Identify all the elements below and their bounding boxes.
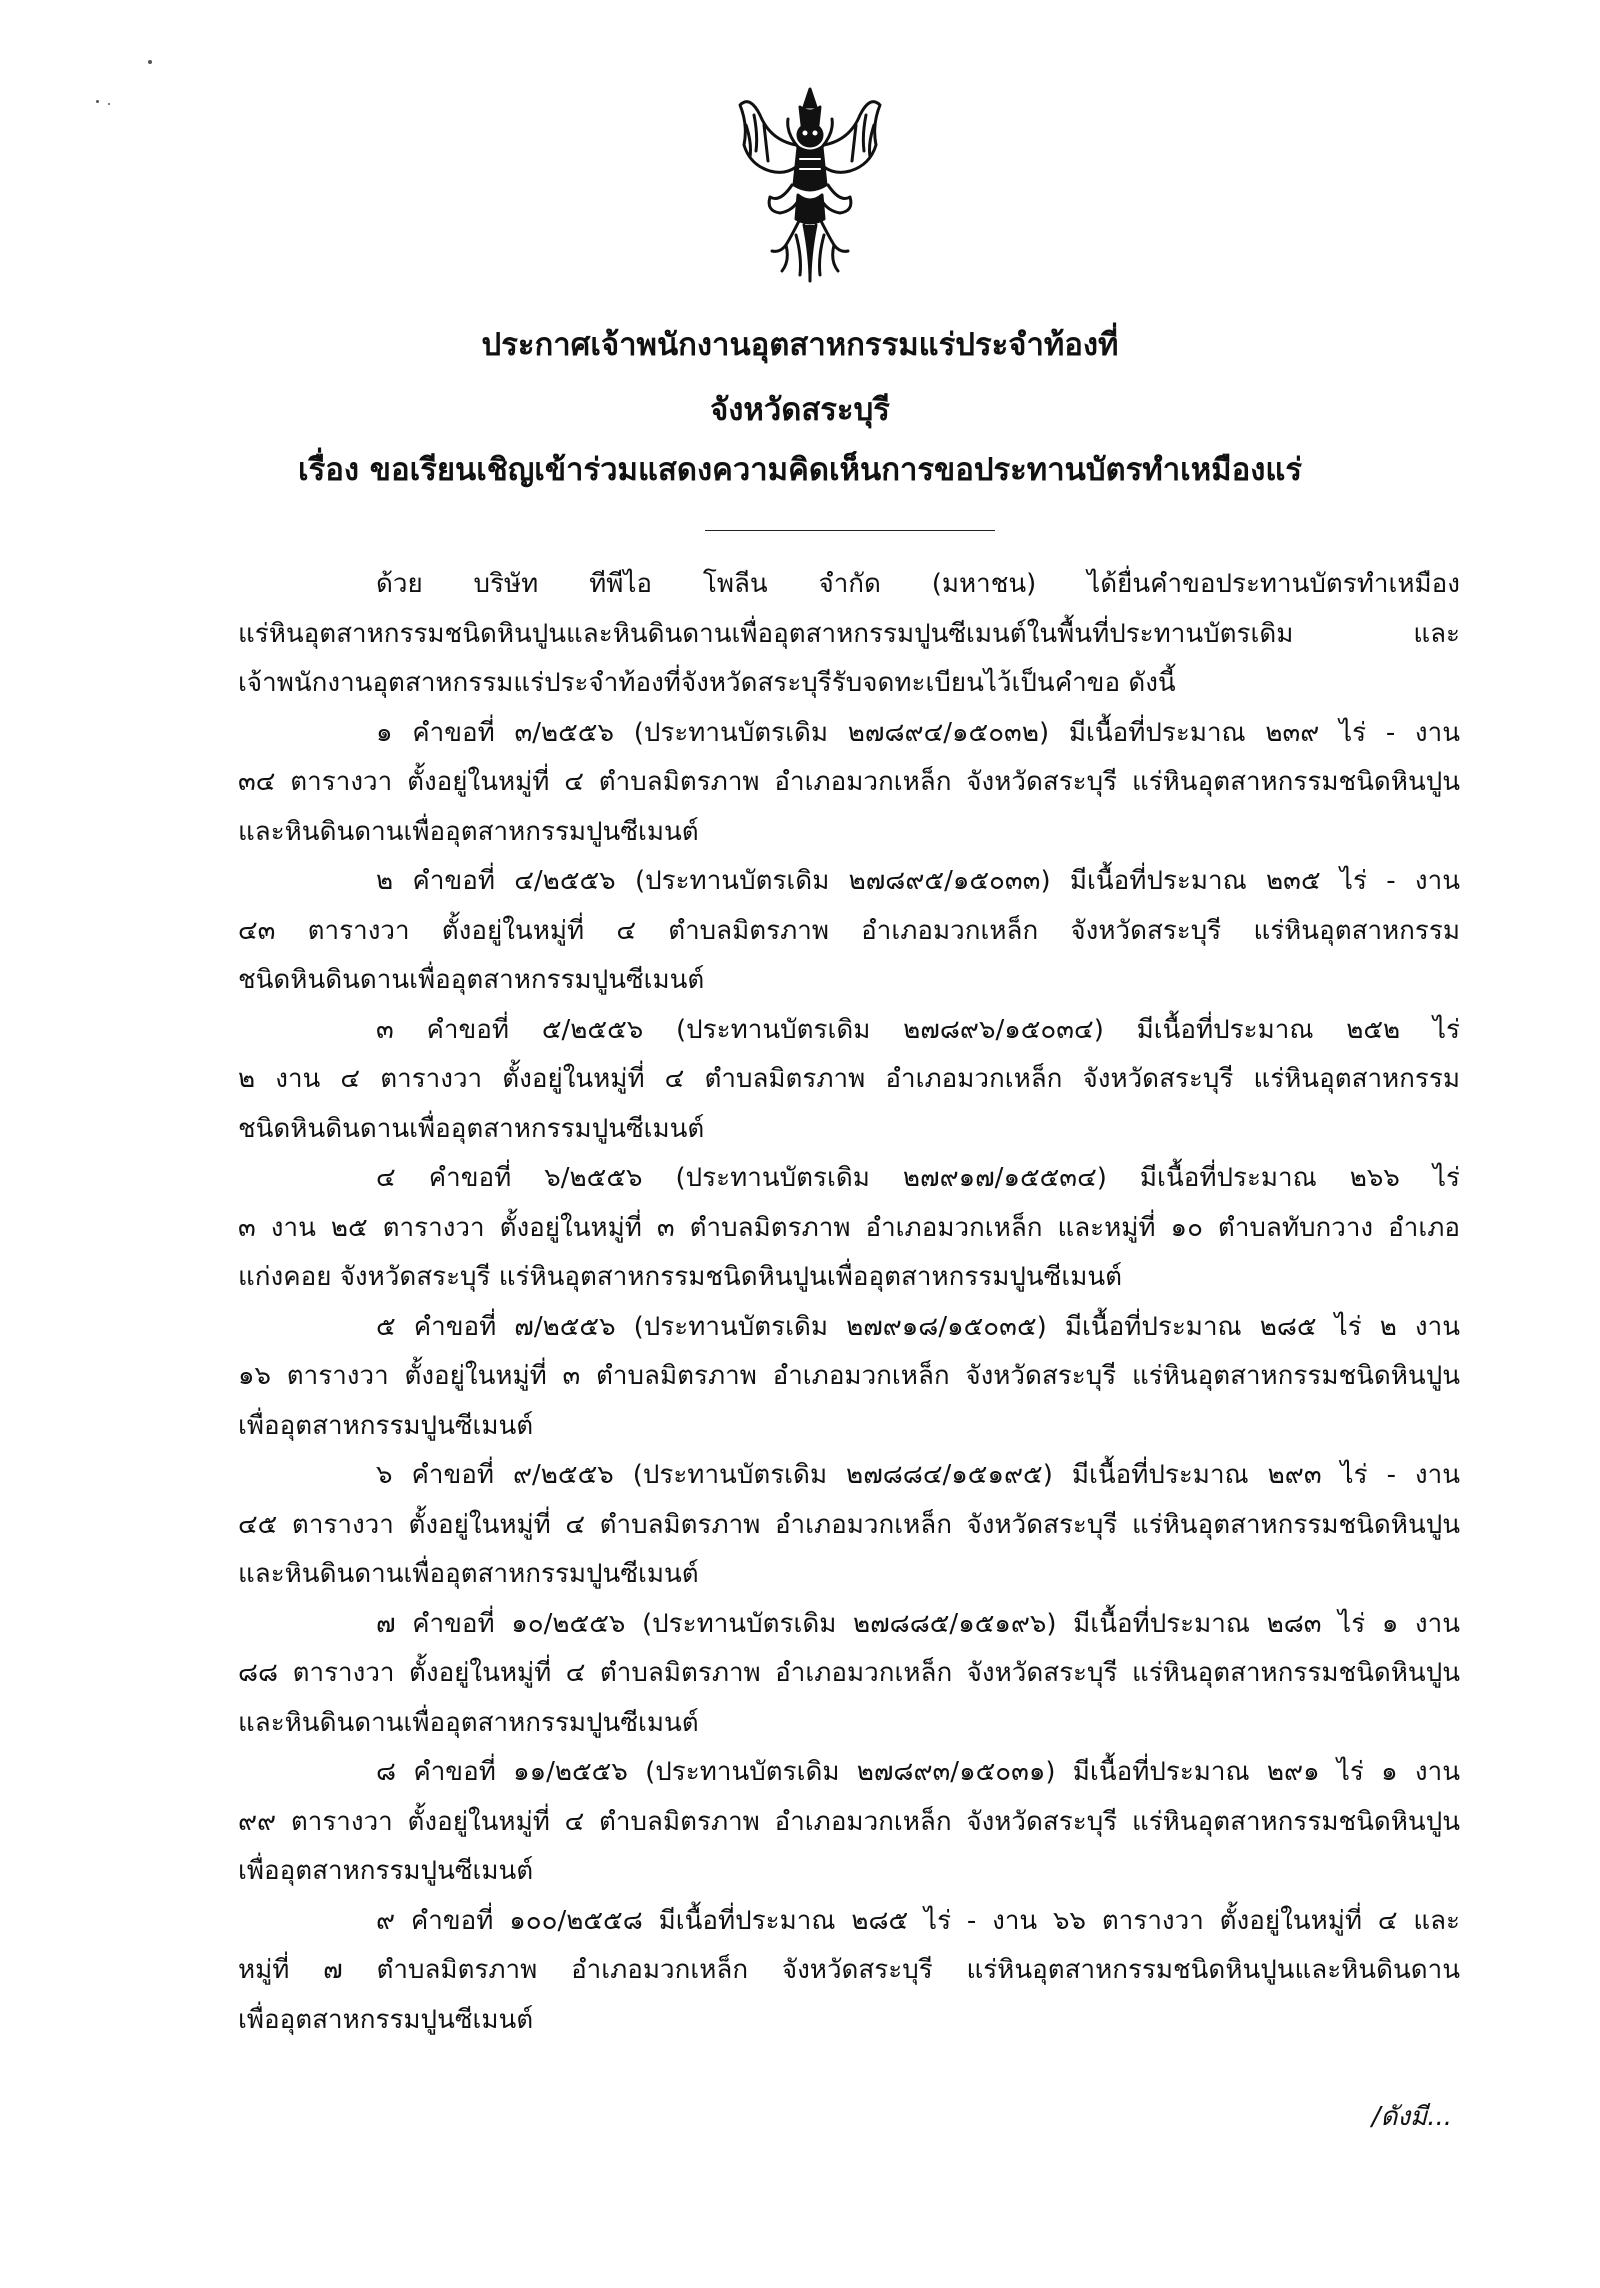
- text-line: ๓๔ ตารางวา ตั้งอยู่ในหมู่ที่ ๔ ตำบลมิตรภาพ อำเภอมวกเหล็ก จังหวัดสระบุรี แร่หินอุตสาหกรรมชนิดหินปูน: [238, 767, 1460, 797]
- text-line: และหินดินดานเพื่ออุตสาหกรรมปูนซีเมนต์: [238, 1707, 699, 1738]
- text-line: ๖ คำขอที่ ๙/๒๕๕๖ (ประทานบัตรเดิม ๒๗๘๘๔/๑๕๑๙๕) มีเนื้อที่ประมาณ ๒๙๓ ไร่ - งาน: [376, 1460, 1460, 1490]
- text-line: ๕ คำขอที่ ๗/๒๕๕๖ (ประทานบัตรเดิม ๒๗๙๑๘/๑๕๐๓๕) มีเนื้อที่ประมาณ ๒๘๕ ไร่ ๒ งาน: [376, 1311, 1460, 1342]
- intro-paragraph: [238, 560, 1460, 709]
- text-line: ๙๙ ตารางวา ตั้งอยู่ในหมู่ที่ ๔ ตำบลมิตรภาพ อำเภอมวกเหล็ก จังหวัดสระบุรี แร่หินอุตสาหกรรมชนิดหินปูน: [238, 1806, 1460, 1837]
- text-line: ชนิดหินดินดานเพื่ออุตสาหกรรมปูนซีเมนต์: [238, 965, 705, 995]
- text-line: เพื่ออุตสาหกรรมปูนซีเมนต์: [238, 1856, 534, 1886]
- text-line: แก่งคอย จังหวัดสระบุรี แร่หินอุตสาหกรรมชนิดหินปูนเพื่ออุตสาหกรรมปูนซีเมนต์: [238, 1262, 1122, 1292]
- text-line: ๓ คำขอที่ ๕/๒๕๕๖ (ประทานบัตรเดิม ๒๗๘๙๖/๑๕๐๓๔) มีเนื้อที่ประมาณ ๒๕๒ ไร่: [376, 1014, 1460, 1045]
- text-line: และหินดินดานเพื่ออุตสาหกรรมปูนซีเมนต์: [238, 816, 699, 847]
- application-item-6: [238, 1451, 1460, 1600]
- application-item-9: [238, 1897, 1460, 2046]
- text-line: ๔๓ ตารางวา ตั้งอยู่ในหมู่ที่ ๔ ตำบลมิตรภาพ อำเภอมวกเหล็ก จังหวัดสระบุรี แร่หินอุตสาหกรรม: [238, 915, 1460, 946]
- scan-speck: [96, 100, 99, 103]
- province-title: จังหวัดสระบุรี: [710, 392, 890, 428]
- text-line: และหินดินดานเพื่ออุตสาหกรรมปูนซีเมนต์: [238, 1559, 699, 1589]
- continued-marker: /ดังมี...: [1371, 2102, 1452, 2132]
- text-line: ๑๖ ตารางวา ตั้งอยู่ในหมู่ที่ ๓ ตำบลมิตรภาพ อำเภอมวกเหล็ก จังหวัดสระบุรี แร่หินอุตสาหกรรมชนิดหินปูน: [238, 1361, 1460, 1391]
- text-line: ๘ คำขอที่ ๑๑/๒๕๕๖ (ประทานบัตรเดิม ๒๗๘๙๓/๑๕๐๓๑) มีเนื้อที่ประมาณ ๒๙๑ ไร่ ๑ งาน: [376, 1757, 1460, 1787]
- text-line: ชนิดหินดินดานเพื่ออุตสาหกรรมปูนซีเมนต์: [238, 1113, 705, 1144]
- text-line: ๒ งาน ๔ ตารางวา ตั้งอยู่ในหมู่ที่ ๔ ตำบลมิตรภาพ อำเภอมวกเหล็ก จังหวัดสระบุรี แร่หินอุตสาหกรรม: [238, 1064, 1460, 1094]
- application-item-1: [238, 709, 1460, 858]
- text-line: ๙ คำขอที่ ๑๐๐/๒๕๕๘ มีเนื้อที่ประมาณ ๒๘๕ ไร่ - งาน ๖๖ ตารางวา ตั้งอยู่ในหมู่ที่ ๔ และ: [376, 1905, 1460, 1936]
- text-line: ด้วย บริษัท ทีพีไอ โพลีน จำกัด (มหาชน) ได้ยื่นคำขอประทานบัตรทำเหมือง: [376, 569, 1460, 599]
- subject-title: เรื่อง ขอเรียนเชิญเข้าร่วมแสดงความคิดเห็นการขอประทานบัตรทำเหมืองแร่: [298, 452, 1302, 488]
- announcement-title: ประกาศเจ้าพนักงานอุตสาหกรรมแร่ประจำท้องที่: [481, 327, 1119, 363]
- application-item-8: [238, 1748, 1460, 1897]
- application-item-2: [238, 857, 1460, 1006]
- application-item-5: [238, 1303, 1460, 1452]
- text-line: เพื่ออุตสาหกรรมปูนซีเมนต์: [238, 1410, 534, 1441]
- text-line: ๒ คำขอที่ ๔/๒๕๕๖ (ประทานบัตรเดิม ๒๗๘๙๕/๑๕๐๓๓) มีเนื้อที่ประมาณ ๒๓๕ ไร่ - งาน: [376, 866, 1460, 896]
- scan-speck: [108, 103, 110, 105]
- application-item-3: [238, 1006, 1460, 1155]
- text-line: เจ้าพนักงานอุตสาหกรรมแร่ประจำท้องที่จังหวัดสระบุรีรับจดทะเบียนไว้เป็นคำขอ ดังนี้: [238, 668, 1176, 698]
- text-line: ๘๘ ตารางวา ตั้งอยู่ในหมู่ที่ ๔ ตำบลมิตรภาพ อำเภอมวกเหล็ก จังหวัดสระบุรี แร่หินอุตสาหกรรมชนิดหินปูน: [238, 1658, 1460, 1688]
- text-line: เพื่ออุตสาหกรรมปูนซีเมนต์: [238, 2004, 534, 2035]
- garuda-emblem-icon: [730, 85, 890, 285]
- title-divider: [705, 530, 995, 531]
- text-line: ๔๕ ตารางวา ตั้งอยู่ในหมู่ที่ ๔ ตำบลมิตรภาพ อำเภอมวกเหล็ก จังหวัดสระบุรี แร่หินอุตสาหกรรมชนิดหินปูน: [238, 1509, 1460, 1540]
- scan-speck: [148, 60, 152, 64]
- text-line: ๔ คำขอที่ ๖/๒๕๕๖ (ประทานบัตรเดิม ๒๗๙๑๗/๑๕๕๓๔) มีเนื้อที่ประมาณ ๒๖๖ ไร่: [376, 1163, 1460, 1193]
- text-line: ๗ คำขอที่ ๑๐/๒๕๕๖ (ประทานบัตรเดิม ๒๗๘๘๕/๑๕๑๙๖) มีเนื้อที่ประมาณ ๒๘๓ ไร่ ๑ งาน: [376, 1608, 1460, 1639]
- text-line: ๑ คำขอที่ ๓/๒๕๕๖ (ประทานบัตรเดิม ๒๗๘๙๔/๑๕๐๓๒) มีเนื้อที่ประมาณ ๒๓๙ ไร่ - งาน: [376, 717, 1460, 748]
- application-item-4: [238, 1154, 1460, 1303]
- application-item-7: [238, 1600, 1460, 1749]
- text-line: แร่หินอุตสาหกรรมชนิดหินปูนและหินดินดานเพื่ออุตสาหกรรมปูนซีเมนต์ในพื้นที่ประทานบัตรเดิม และ: [238, 618, 1460, 649]
- text-line: หมู่ที่ ๗ ตำบลมิตรภาพ อำเภอมวกเหล็ก จังหวัดสระบุรี แร่หินอุตสาหกรรมชนิดหินปูนและหินดินดาน: [238, 1955, 1460, 1985]
- document-body: [238, 560, 1460, 2045]
- text-line: ๓ งาน ๒๕ ตารางวา ตั้งอยู่ในหมู่ที่ ๓ ตำบลมิตรภาพ อำเภอมวกเหล็ก และหมู่ที่ ๑๐ ตำบลทับกวาง อำเภอ: [238, 1212, 1460, 1243]
